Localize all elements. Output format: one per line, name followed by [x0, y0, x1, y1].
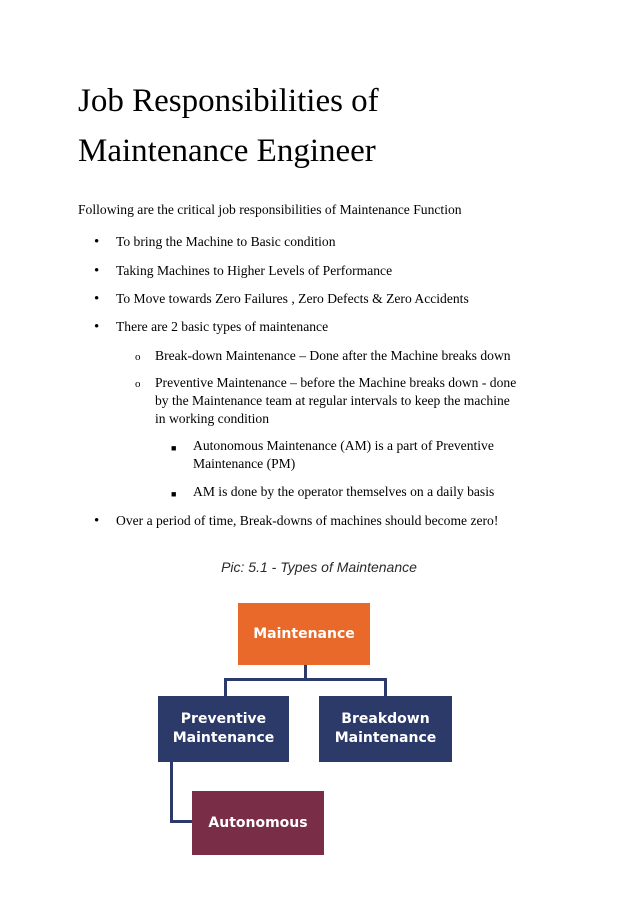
list-item: • To bring the Machine to Basic condition [94, 234, 336, 250]
sub-bullet-marker: o [135, 378, 141, 390]
breakdown-maintenance-node: Breakdown Maintenance [319, 696, 452, 762]
connector-line [304, 665, 307, 679]
figure-caption: Pic: 5.1 - Types of Maintenance [221, 559, 417, 575]
autonomous-node: Autonomous [192, 791, 324, 855]
connector-line [224, 678, 387, 681]
bullet-marker: • [94, 291, 100, 307]
list-item: • There are 2 basic types of maintenance [94, 319, 329, 335]
square-bullet-marker: ■ [171, 443, 177, 453]
square-bullet-marker: ■ [171, 489, 177, 499]
bullet-marker: • [94, 263, 100, 279]
list-item: • Over a period of time, Break-downs of machines should become zero! [94, 513, 499, 529]
connector-line [170, 762, 173, 822]
connector-line [170, 820, 194, 823]
title-line-2: Maintenance Engineer [78, 133, 376, 169]
page-title [78, 76, 598, 176]
list-item: • To Move towards Zero Failures , Zero Defects & Zero Accidents [94, 291, 469, 307]
list-item: • Taking Machines to Higher Levels of Performance [94, 263, 393, 279]
sub-list-item: o Break-down Maintenance – Done after the Machine breaks down [155, 347, 511, 365]
maintenance-node: Maintenance [238, 603, 370, 665]
bullet-marker: • [94, 234, 100, 250]
intro-text: Following are the critical job responsibilities of Maintenance Function [78, 202, 462, 217]
title-line-1: Job Responsibilities of [78, 83, 379, 119]
bullet-marker: • [94, 513, 100, 529]
sub-list-item: o Preventive Maintenance – before the Machine breaks down - done by the Maintenance team at regular intervals to keep the machine in working condition [135, 375, 517, 426]
sub-sub-list-item: ■ Autonomous Maintenance (AM) is a part of Preventive Maintenance (PM) [171, 438, 494, 471]
connector-line [224, 678, 227, 696]
sub-bullet-marker: o [135, 351, 141, 363]
preventive-maintenance-node: Preventive Maintenance [158, 696, 289, 762]
connector-line [384, 678, 387, 696]
bullet-marker: • [94, 319, 100, 335]
sub-sub-list-item: ■ AM is done by the operator themselves on a daily basis [193, 483, 494, 501]
